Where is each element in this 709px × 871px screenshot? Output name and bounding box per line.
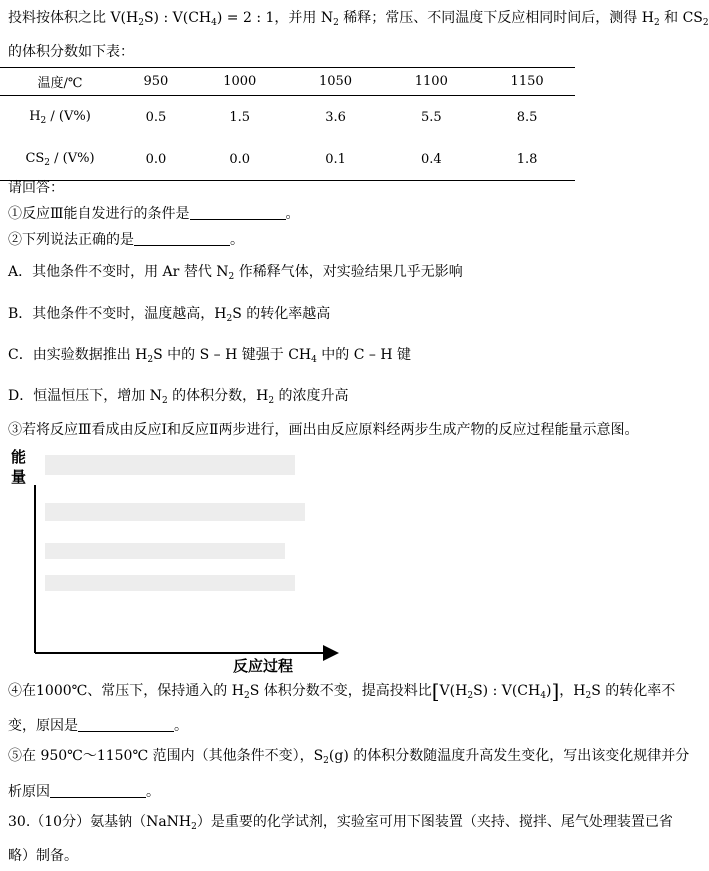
y-axis-label: 能量 <box>11 448 27 486</box>
question-4-line-1: ④在1000℃、常压下，保持通入的 $H_2S$ 体积分数不变，提高投料比[$V(H_2S)$ : $V(CH_4)$]，$H_2S$ 的转化率不 <box>8 679 676 703</box>
table-cell: 0.4 <box>420 151 442 167</box>
question-30-line-1: 30.（10分）氨基钠（NaNH$_2$）是重要的化学试剂，实验室可用下图装置（夹持、搅拌、尾气处理装置已省 <box>8 814 673 832</box>
table-cell: 0.1 <box>325 151 346 167</box>
intro-line-1: 投料按体积之比 $V(H_2S)$ : $V(CH_4) = 2$ : 1，并用 $N_2$ 稀释；常压、不同温度下反应相同时间后，测得 $H_2$ 和 $CS_2$ <box>8 10 709 28</box>
table-cell: 5.5 <box>420 109 442 125</box>
intro-line-2: 的体积分数如下表： <box>8 44 134 60</box>
answer-blank[interactable] <box>134 231 230 246</box>
question-1: ①反应Ⅲ能自发进行的条件是 。 <box>8 206 300 222</box>
diagram-axes <box>5 443 345 673</box>
table-header-cell: 1050 <box>288 68 384 96</box>
answer-prompt: 请回答： <box>8 180 64 196</box>
option-d: D．恒温恒压下，增加 $N_2$ 的体积分数，$H_2$ 的浓度升高 <box>8 388 349 406</box>
question-5-line-1: ⑤在 950℃～1150℃ 范围内（其他条件不变），$S_2(g)$ 的体积分数随温度升高发生变化，写出该变化规律并分 <box>8 748 690 766</box>
table-header-cell: 1150 <box>479 68 575 96</box>
table-cell: 1.5 <box>229 109 251 125</box>
table-cell: 3.6 <box>325 109 346 125</box>
answer-blank[interactable] <box>190 205 286 220</box>
x-axis-label: 反应过程 <box>233 657 294 675</box>
table-header-cell: 1000 <box>192 68 288 96</box>
option-c: C．由实验数据推出 $H_2S$ 中的 S – H 键强于 $CH_4$ 中的 C – H 键 <box>8 347 412 365</box>
question-3: ③若将反应Ⅲ看成由反应Ⅰ和反应Ⅱ两步进行，画出由反应原料经两步生成产物的反应过程能量示意图。 <box>8 422 639 438</box>
answer-blank[interactable] <box>78 717 174 732</box>
table-cell: 0.0 <box>145 151 167 167</box>
table-header-cell: 1100 <box>383 68 479 96</box>
table-cell: 1.8 <box>516 151 538 167</box>
table-header-row <box>0 68 575 96</box>
table-header-label: 温度/℃ <box>0 68 120 96</box>
answer-blank[interactable] <box>50 783 146 798</box>
question-30-line-2: 略）制备。 <box>8 848 78 864</box>
table-header-cell: 950 <box>120 68 192 96</box>
table-row <box>0 138 575 181</box>
row-label: $CS_2 / (V\%)$ <box>25 150 95 168</box>
table-cell: 0.5 <box>145 109 167 125</box>
data-table <box>0 67 575 181</box>
table-row <box>0 96 575 139</box>
option-b: B．其他条件不变时，温度越高，$H_2S$ 的转化率越高 <box>8 306 331 324</box>
table-cell: 0.0 <box>229 151 251 167</box>
row-label: $H_2 / (V\%)$ <box>29 108 91 126</box>
option-a: A．其他条件不变时，用 Ar 替代 $N_2$ 作稀释气体，对实验结果几乎无影响 <box>8 264 463 282</box>
question-4-line-2: 变，原因是 。 <box>8 718 188 734</box>
table-cell: 8.5 <box>516 109 538 125</box>
energy-diagram <box>5 443 345 673</box>
question-5-line-2: 析原因 。 <box>8 784 160 800</box>
question-2: ②下列说法正确的是 。 <box>8 232 244 248</box>
